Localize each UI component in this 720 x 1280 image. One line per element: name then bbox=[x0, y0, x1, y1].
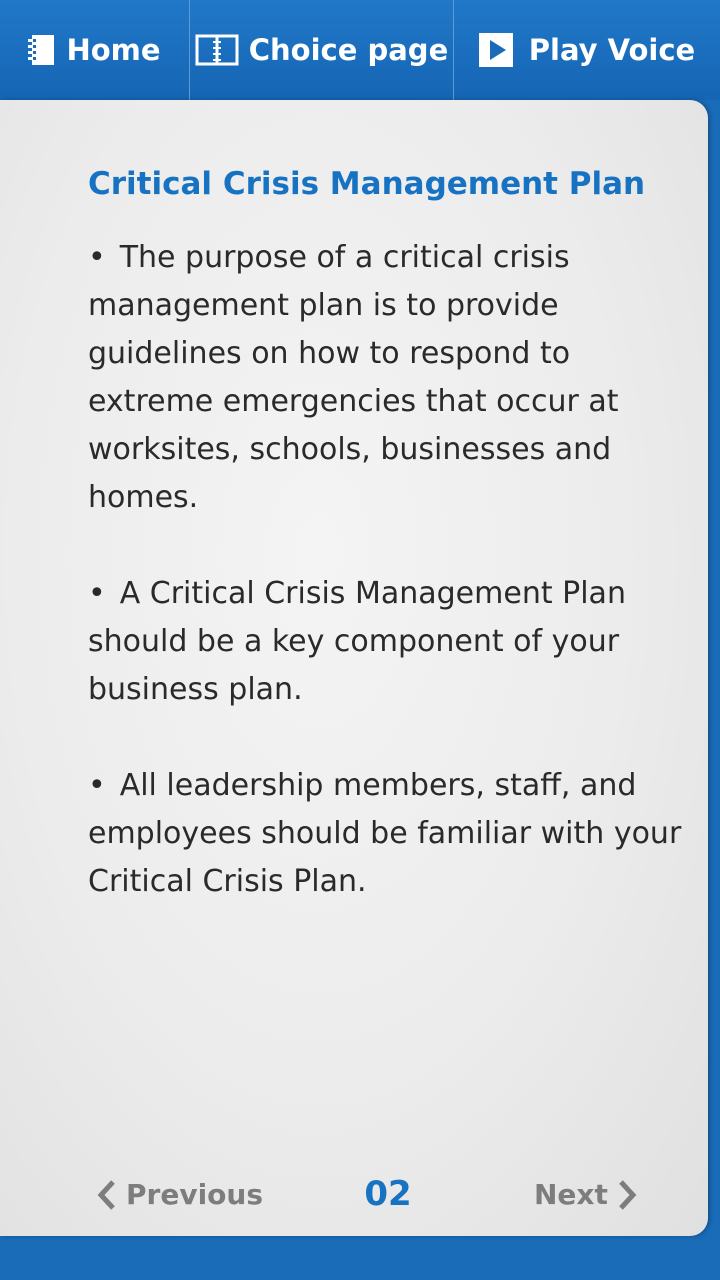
home-button[interactable] bbox=[0, 0, 190, 100]
previous-button[interactable] bbox=[96, 1178, 263, 1211]
previous-label: Previous bbox=[126, 1178, 264, 1211]
choice-page-label: Choice page bbox=[248, 33, 449, 67]
notebook-icon bbox=[28, 34, 56, 66]
bullet-text: All leadership members, staff, and employees should be familiar with your Critical Crisis Plan. bbox=[88, 768, 682, 899]
play-icon bbox=[479, 33, 513, 67]
page-number: 02 bbox=[364, 1174, 412, 1214]
bullet-list bbox=[88, 234, 688, 954]
page-title: Critical Crisis Management Plan bbox=[88, 166, 646, 202]
content-page bbox=[0, 100, 708, 1236]
choice-page-button[interactable] bbox=[190, 0, 454, 100]
next-button[interactable] bbox=[534, 1178, 638, 1211]
bullet-item bbox=[88, 762, 688, 906]
play-voice-label: Play Voice bbox=[528, 33, 696, 67]
book-icon bbox=[195, 34, 239, 66]
chevron-left-icon bbox=[96, 1179, 116, 1211]
play-voice-button[interactable] bbox=[454, 0, 720, 100]
bullet-marker: • bbox=[88, 240, 106, 275]
bullet-marker: • bbox=[88, 768, 106, 803]
bullet-item bbox=[88, 234, 688, 522]
bullet-text: The purpose of a critical crisis management plan is to provide guidelines on how to respond to extreme emergencies that occur at worksites, schools, businesses and homes. bbox=[88, 240, 619, 515]
home-label: Home bbox=[66, 33, 161, 67]
page-footer bbox=[0, 1170, 708, 1230]
next-label: Next bbox=[534, 1178, 608, 1211]
top-navigation-bar bbox=[0, 0, 720, 100]
bullet-marker: • bbox=[88, 576, 106, 611]
bullet-item bbox=[88, 570, 688, 714]
chevron-right-icon bbox=[618, 1179, 638, 1211]
bullet-text: A Critical Crisis Management Plan should be a key component of your business plan. bbox=[88, 576, 626, 707]
